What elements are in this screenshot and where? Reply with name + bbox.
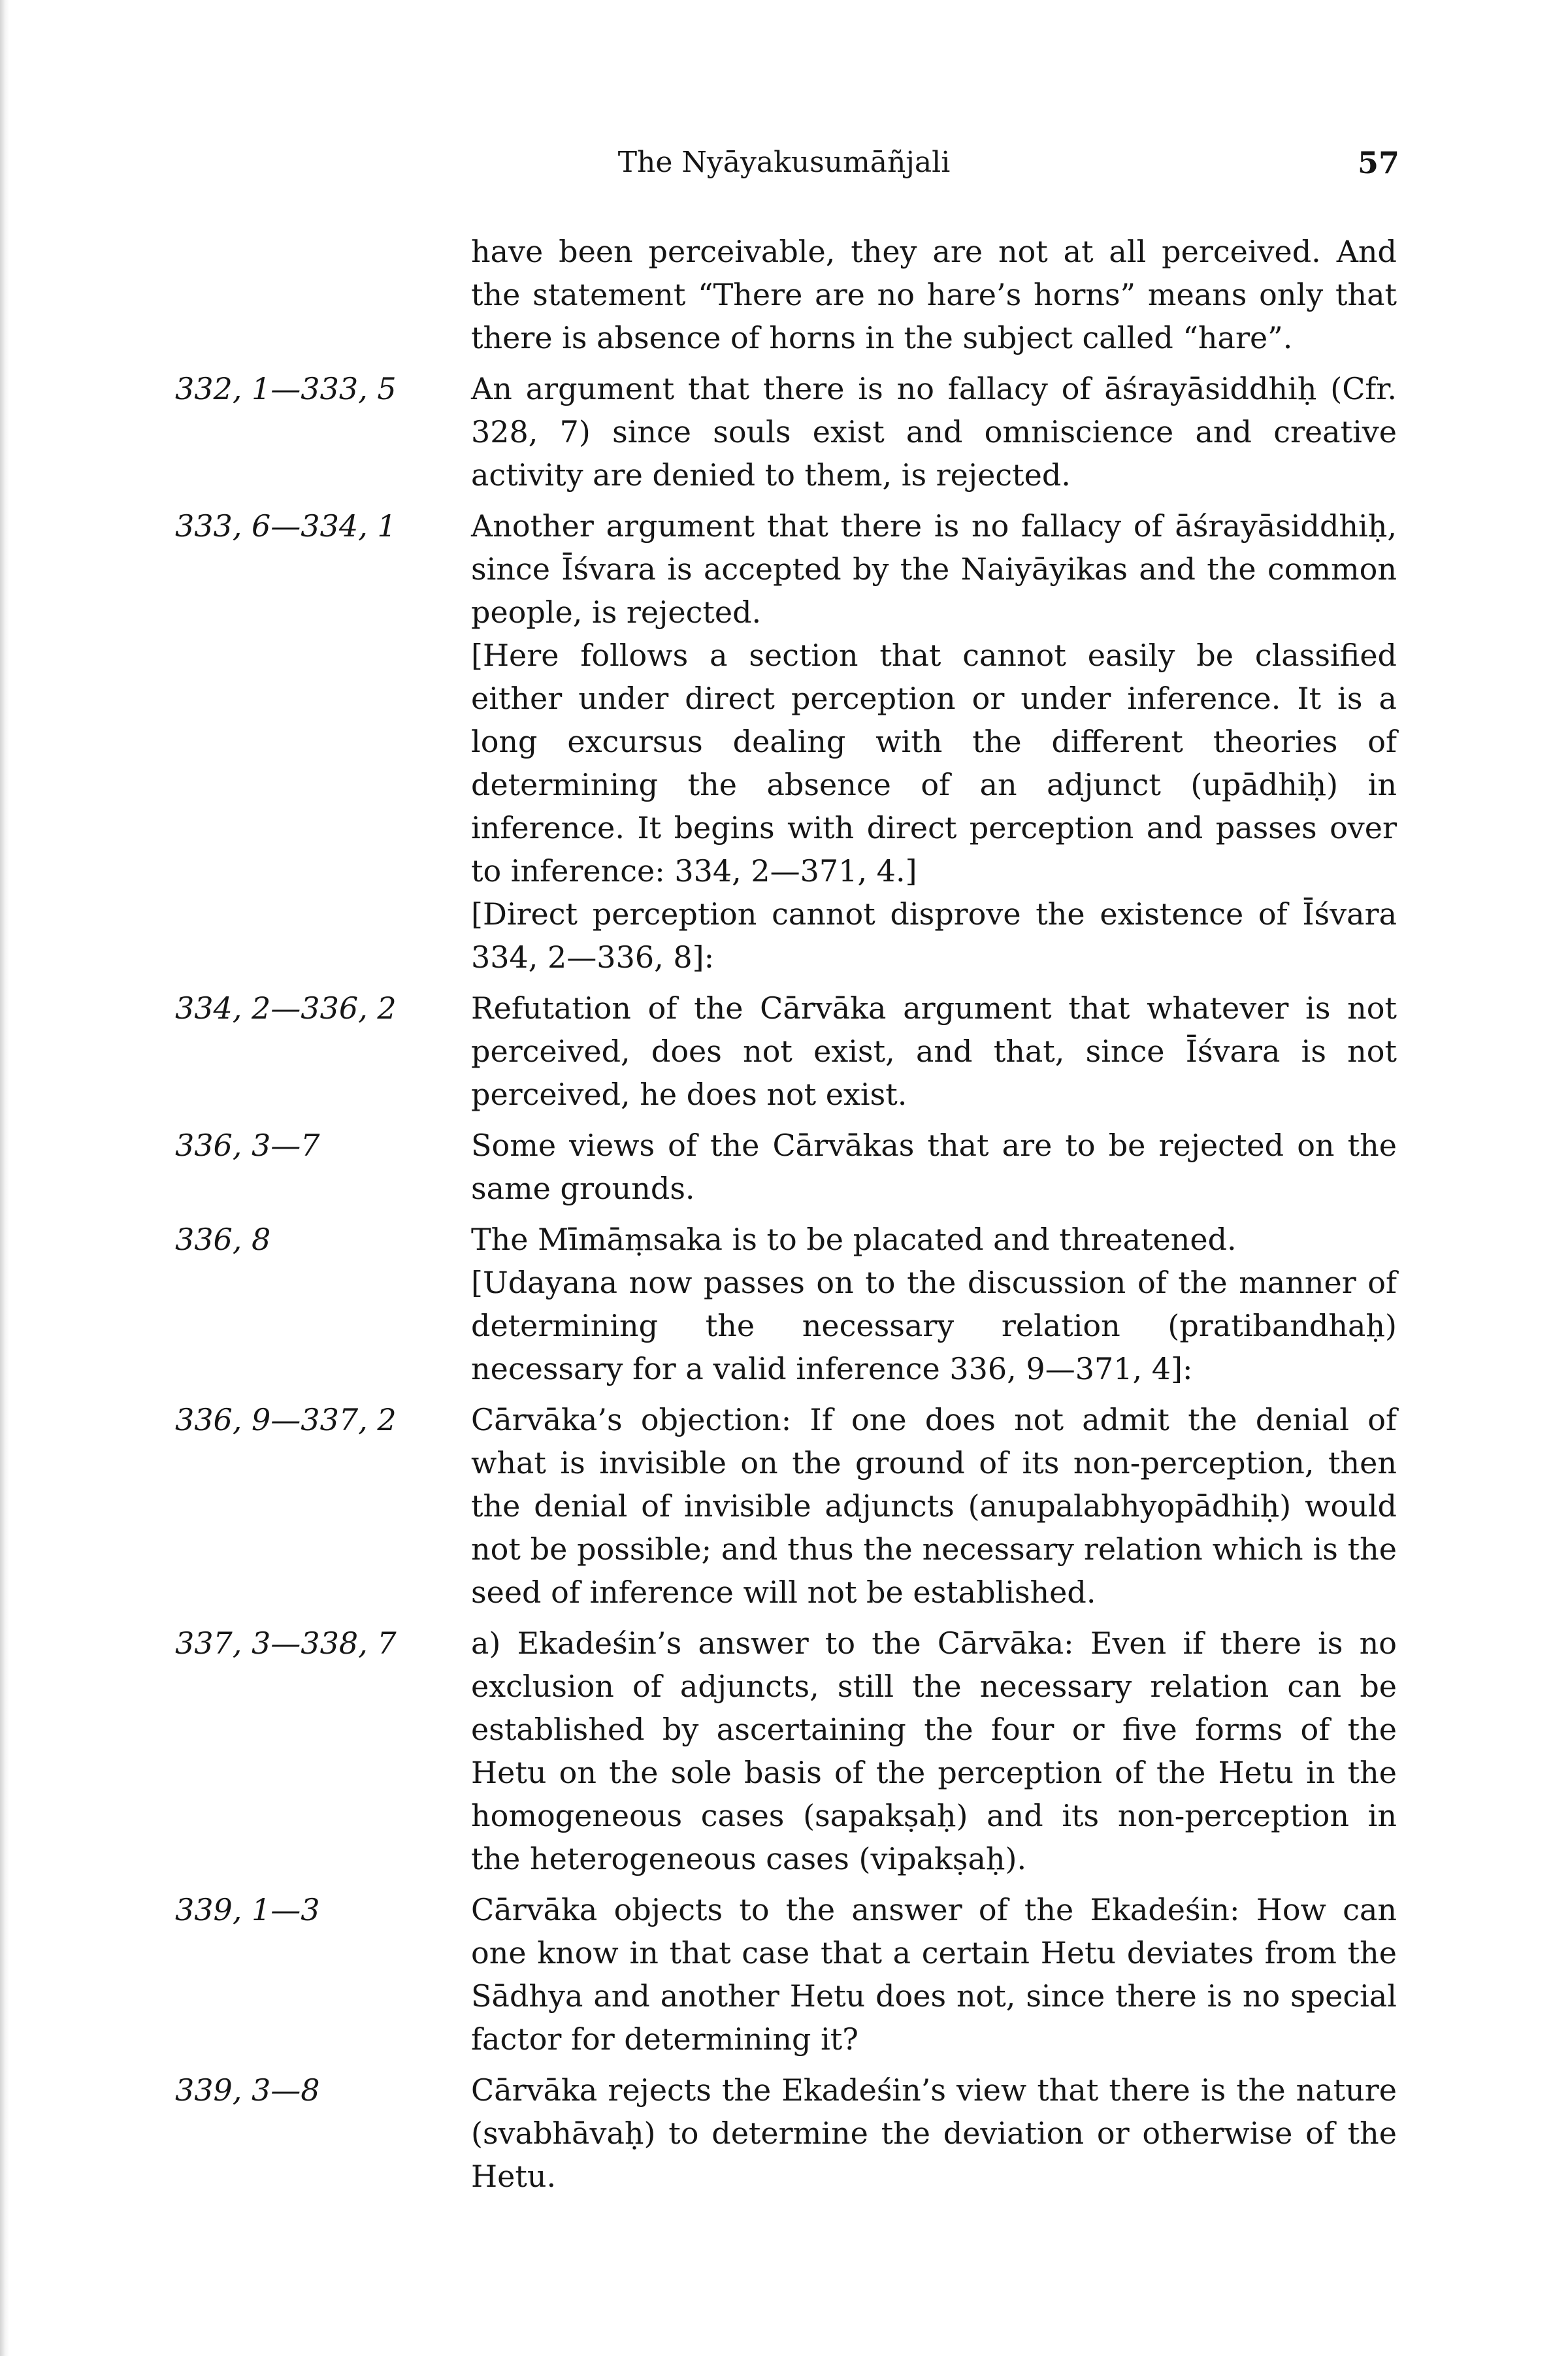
- reference-label: 333, 6—334, 1: [175, 508, 397, 544]
- page-number: 57: [1357, 145, 1399, 180]
- synopsis-entry: [175, 2069, 1397, 2198]
- reference-label: 336, 3—7: [175, 1128, 320, 1163]
- entry-text: [471, 1622, 1397, 1880]
- entry-text: [471, 504, 1397, 979]
- running-title: The Nyāyakusumāñjali: [617, 146, 951, 179]
- synopsis-entry: [175, 1888, 1397, 2061]
- entry-paragraph: An argument that there is no fallacy of āśrayāsiddhiḥ (Cfr. 328, 7) since souls exist and omniscience and creative activity are denied to them, is rejected.: [471, 371, 1397, 493]
- synopsis-entry: [175, 1622, 1397, 1880]
- page-edge-shadow: [0, 0, 9, 2356]
- entry-paragraph: Cārvāka’s objection: If one does not admit the denial of what is invisible on the ground of its non-perception, then the denial of invisible adjuncts (anupalabhyopādhiḥ) would not be possible; and thus the necessary relation which is the seed of inference will not be established.: [471, 1402, 1397, 1610]
- entry-paragraph: [Udayana now passes on to the discussion of the manner of determining the necessary relation (pratibandhaḥ) necessary for a valid inference 336, 9—371, 4]:: [471, 1265, 1397, 1386]
- entry-text: [471, 230, 1397, 359]
- synopsis-body: [175, 230, 1397, 2198]
- entry-paragraph: Cārvāka rejects the Ekadeśin’s view that there is the nature (svabhāvaḥ) to determine the deviation or otherwise of the Hetu.: [471, 2072, 1397, 2194]
- synopsis-entry: [175, 987, 1397, 1116]
- entry-paragraph: have been perceivable, they are not at all perceived. And the statement “There are no hare’s horns” means only that there is absence of horns in the subject called “hare”.: [471, 234, 1397, 355]
- reference-label: 339, 3—8: [175, 2072, 320, 2108]
- reference-label: 332, 1—333, 5: [175, 371, 397, 406]
- synopsis-entry: [175, 1218, 1397, 1390]
- reference-label: 337, 3—338, 7: [175, 1626, 397, 1661]
- entry-paragraph: Refutation of the Cārvāka argument that whatever is not perceived, does not exist, and that, since Īśvara is not perceived, he does not exist.: [471, 990, 1397, 1112]
- entry-paragraph: Some views of the Cārvākas that are to be rejected on the same grounds.: [471, 1128, 1397, 1206]
- entry-paragraph: a) Ekadeśin’s answer to the Cārvāka: Even if there is no exclusion of adjuncts, still the necessary relation can be established by ascertaining the four or five forms of the Hetu on the sole basis of the perception of the Hetu in the homogeneous cases (sapakṣaḥ) and its non-perception in the heterogeneous cases (vipakṣaḥ).: [471, 1626, 1397, 1876]
- reference-label: 336, 8: [175, 1222, 271, 1257]
- synopsis-entry: [175, 367, 1397, 497]
- entry-text: [471, 1218, 1397, 1390]
- synopsis-entry: [175, 1124, 1397, 1210]
- entry-paragraph: [Direct perception cannot disprove the existence of Īśvara 334, 2—336, 8]:: [471, 896, 1397, 975]
- reference-label: 339, 1—3: [175, 1892, 320, 1927]
- entry-text: [471, 987, 1397, 1116]
- entry-paragraph: Another argument that there is no fallacy of āśrayāsiddhiḥ, since Īśvara is accepted by the Naiyāyikas and the common people, is rejected.: [471, 508, 1397, 630]
- entry-text: [471, 1124, 1397, 1210]
- entry-text: [471, 1398, 1397, 1614]
- running-head: [0, 140, 1568, 186]
- reference-label: 336, 9—337, 2: [175, 1402, 397, 1437]
- reference-label: 334, 2—336, 2: [175, 990, 397, 1026]
- entry-paragraph: Cārvāka objects to the answer of the Ekadeśin: How can one know in that case that a certain Hetu deviates from the Sādhya and another Hetu does not, since there is no special factor for determining it?: [471, 1892, 1397, 2057]
- synopsis-entry: [175, 1398, 1397, 1614]
- synopsis-entry: [175, 230, 1397, 359]
- entry-text: [471, 367, 1397, 497]
- synopsis-entry: [175, 504, 1397, 979]
- entry-text: [471, 1888, 1397, 2061]
- entry-paragraph: [Here follows a section that cannot easily be classified either under direct perception or under inference. It is a long excursus dealing with the different theories of determining the absence of an adjunct (upādhiḥ) in inference. It begins with direct perception and passes over to inference: 334, 2—371, 4.]: [471, 638, 1397, 889]
- entry-paragraph: The Mīmāṃsaka is to be placated and threatened.: [471, 1222, 1237, 1257]
- entry-text: [471, 2069, 1397, 2198]
